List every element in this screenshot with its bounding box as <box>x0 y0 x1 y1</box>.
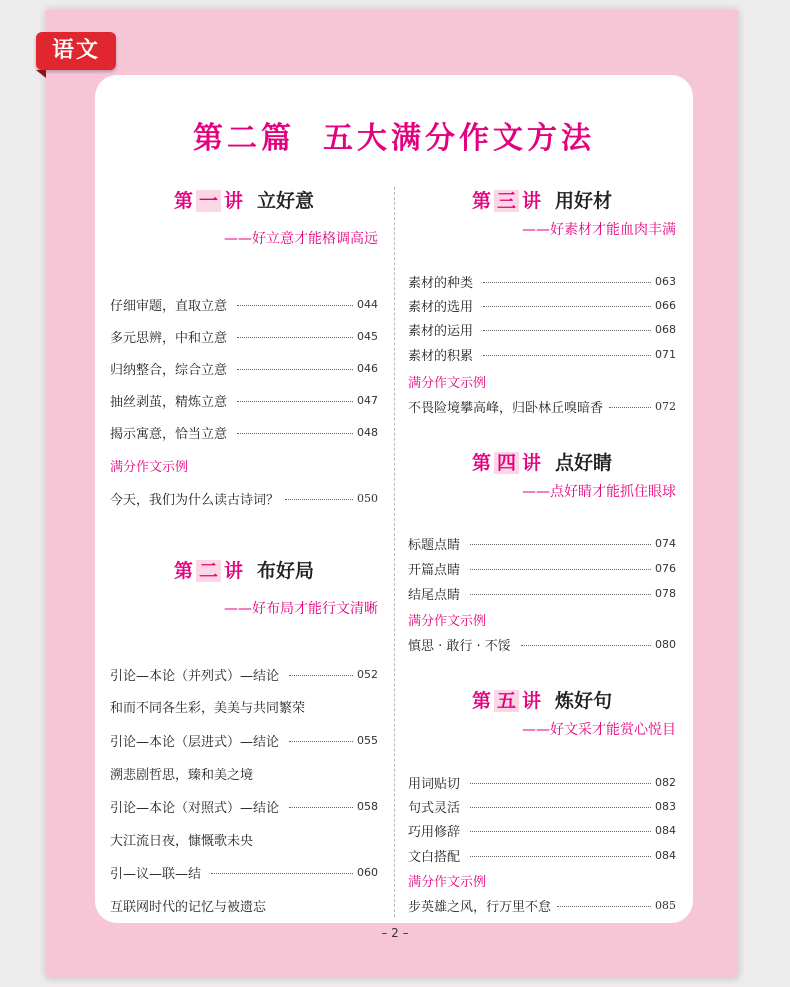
toc-entry[interactable]: 素材的种类 063 <box>408 274 676 291</box>
toc-entry[interactable]: 素材的选用 066 <box>408 298 676 315</box>
lecture-5-heading: 第 五 讲 炼好句 <box>471 690 613 712</box>
toc-entry[interactable]: 揭示寓意，恰当立意 048 <box>110 425 378 442</box>
toc-entry[interactable]: 不畏险境攀高峰，归卧林丘嗅暗香 072 <box>408 399 676 416</box>
toc-entry[interactable]: 引—议—联—结 060 <box>110 865 378 882</box>
lecture-5-subtitle: ——好文采才能赏心悦目 <box>522 722 676 738</box>
toc-entry[interactable]: 句式灵活 083 <box>408 799 676 816</box>
essay-title: 互联网时代的记忆与被遗忘 <box>110 900 267 915</box>
toc-card <box>95 75 693 923</box>
lecture-3-subtitle: ——好素材才能血肉丰满 <box>522 222 676 238</box>
toc-entry[interactable]: 抽丝剥茧，精炼立意 047 <box>110 393 378 410</box>
lecture-4-subtitle: ——点好睛才能抓住眼球 <box>522 484 676 500</box>
toc-entry[interactable]: 多元思辨，中和立意 045 <box>110 329 378 346</box>
lecture-3-heading: 第 三 讲 用好材 <box>471 190 613 212</box>
sample-label: 满分作文示例 <box>110 460 189 475</box>
toc-entry[interactable]: 归纳整合，综合立意 046 <box>110 361 378 378</box>
toc-entry[interactable]: 慎思 · 敢行 · 不馁 080 <box>408 637 676 654</box>
tag-fold <box>36 70 46 78</box>
sample-label: 满分作文示例 <box>408 376 487 391</box>
page-title <box>95 113 693 157</box>
subject-tag: 语文 <box>36 32 116 70</box>
toc-entry[interactable]: 引论—本论（层进式）—结论 055 <box>110 733 378 750</box>
lecture-2-heading: 第 二 讲 布好局 <box>173 560 315 582</box>
page-number: – 2 – <box>381 926 409 940</box>
toc-entry[interactable]: 巧用修辞 084 <box>408 823 676 840</box>
toc-entry[interactable]: 用词贴切 082 <box>408 775 676 792</box>
toc-entry[interactable]: 文白搭配 084 <box>408 848 676 865</box>
toc-entry[interactable]: 素材的运用 068 <box>408 322 676 339</box>
toc-entry[interactable]: 开篇点睛 076 <box>408 561 676 578</box>
column-divider <box>394 187 395 917</box>
toc-entry[interactable]: 标题点睛 074 <box>408 536 676 553</box>
essay-title: 溯悲剧哲思，臻和美之境 <box>110 768 254 783</box>
toc-entry[interactable]: 引论—本论（对照式）—结论 058 <box>110 799 378 816</box>
sample-label: 满分作文示例 <box>408 875 487 890</box>
toc-entry[interactable]: 步英雄之风，行万里不怠 085 <box>408 898 676 915</box>
toc-entry[interactable]: 结尾点睛 078 <box>408 586 676 603</box>
toc-entry[interactable]: 仔细审题，直取立意 044 <box>110 297 378 314</box>
part-title: 五大满分作文方法 <box>323 121 595 156</box>
lecture-1-heading: 第 一 讲 立好意 <box>173 190 315 212</box>
lecture-4-heading: 第 四 讲 点好睛 <box>471 452 613 474</box>
lecture-2-subtitle: ——好布局才能行文清晰 <box>224 601 378 617</box>
toc-entry[interactable]: 素材的积累 071 <box>408 347 676 364</box>
essay-title: 和而不同各生彩，美美与共同繁荣 <box>110 701 306 716</box>
lecture-1-subtitle: ——好立意才能格调高远 <box>224 231 378 247</box>
part-label: 第二篇 <box>193 121 295 156</box>
toc-entry[interactable]: 今天，我们为什么读古诗词？ 050 <box>110 491 378 508</box>
toc-entry[interactable]: 引论—本论（并列式）—结论 052 <box>110 667 378 684</box>
essay-title: 大江流日夜，慷慨歌未央 <box>110 834 254 849</box>
sample-label: 满分作文示例 <box>408 614 487 629</box>
